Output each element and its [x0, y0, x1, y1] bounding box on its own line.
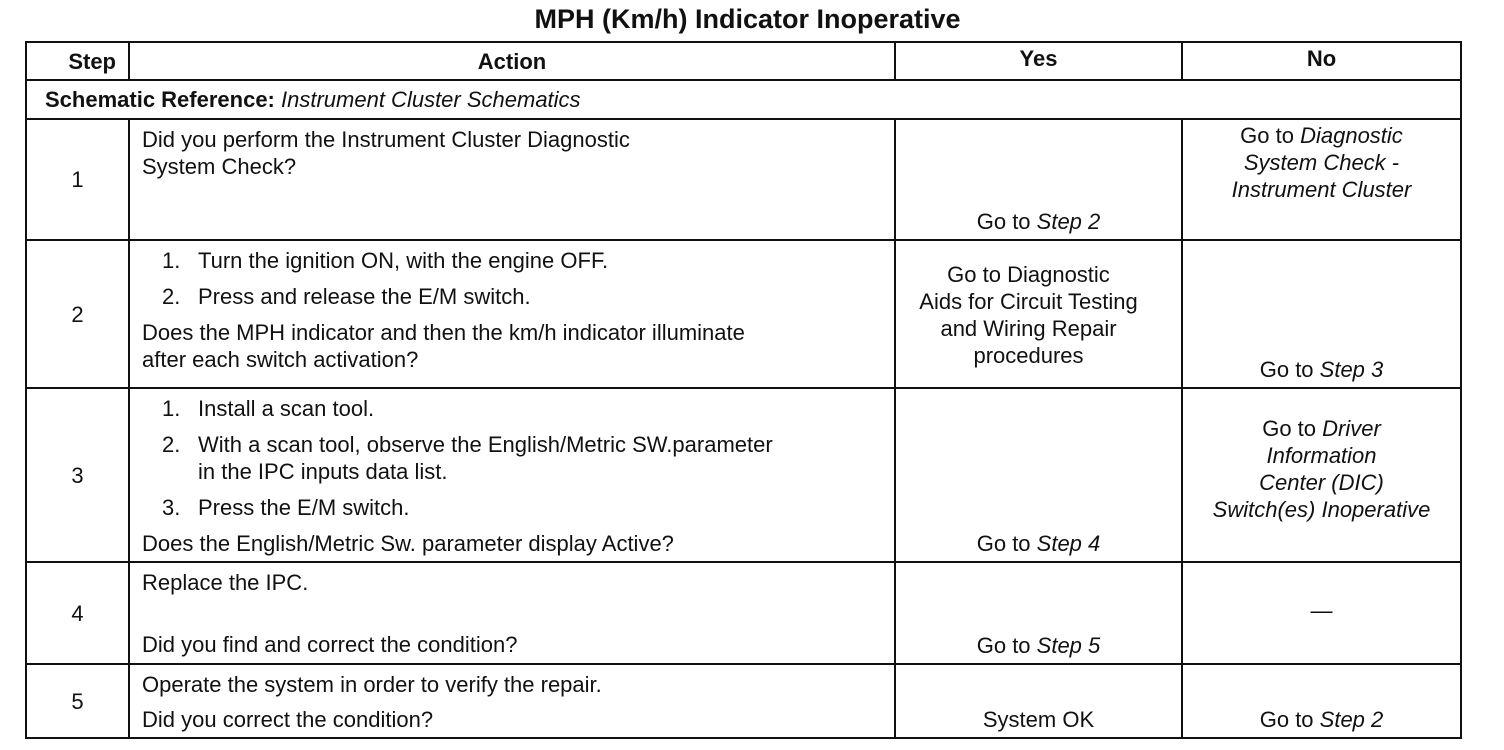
step-number: 5	[26, 664, 129, 738]
item-text: Install a scan tool.	[198, 396, 375, 421]
step-action	[129, 664, 895, 738]
yes-line: and Wiring Repair	[940, 316, 1117, 341]
step-action	[129, 388, 895, 562]
item-number: 2.	[162, 432, 181, 457]
no-step-link[interactable]: Step 3	[1319, 357, 1384, 382]
no-link[interactable]: Center (DIC)	[1259, 470, 1384, 495]
no-step-link[interactable]: Step 2	[1319, 707, 1384, 732]
no-link[interactable]: Information	[1266, 443, 1377, 468]
table-row	[26, 664, 1461, 738]
no-prefix: Go to	[1259, 707, 1320, 732]
header-no: No	[1182, 42, 1461, 80]
no-result	[1183, 706, 1460, 733]
yes-cell	[895, 562, 1182, 664]
no-result	[1183, 120, 1460, 203]
list-item	[162, 431, 884, 485]
yes-result	[896, 530, 1181, 557]
yes-step-link[interactable]: Step 5	[1036, 633, 1101, 658]
list-item	[162, 494, 884, 521]
schematic-link[interactable]: Instrument Cluster Schematics	[281, 87, 581, 112]
question-text: Does the English/Metric Sw. parameter display Active?	[142, 531, 674, 556]
no-prefix: Go to	[1259, 357, 1320, 382]
page-title: MPH (Km/h) Indicator Inoperative	[534, 4, 961, 34]
yes-result	[896, 241, 1181, 369]
yes-cell	[895, 240, 1182, 388]
no-cell	[1182, 664, 1461, 738]
item-number: 3.	[162, 495, 181, 520]
step-number: 1	[26, 119, 129, 240]
header-step: Step	[26, 42, 129, 80]
yes-result: System OK	[982, 707, 1095, 732]
question-text: Did you find and correct the condition?	[142, 632, 518, 657]
item-text-line: With a scan tool, observe the English/Metric SW.parameter	[198, 432, 773, 457]
yes-cell	[895, 388, 1182, 562]
yes-prefix: Go to	[976, 633, 1037, 658]
item-text: Press and release the E/M switch.	[198, 284, 531, 309]
action-text: System Check?	[142, 154, 297, 179]
item-number: 1.	[162, 396, 181, 421]
action-text: Did you perform the Instrument Cluster Diagnostic	[142, 127, 630, 152]
no-link[interactable]: Driver	[1322, 416, 1381, 441]
spacer	[142, 596, 884, 631]
list-item	[162, 247, 884, 274]
yes-cell	[895, 119, 1182, 240]
no-link[interactable]: Switch(es) Inoperative	[1212, 497, 1431, 522]
table-row	[26, 562, 1461, 664]
yes-result	[896, 208, 1181, 235]
no-cell	[1182, 388, 1461, 562]
header-action: Action	[129, 42, 895, 80]
list-item	[162, 283, 884, 310]
yes-result	[896, 632, 1181, 659]
action-text: Operate the system in order to verify the repair.	[142, 672, 602, 697]
no-cell	[1182, 240, 1461, 388]
yes-step-link[interactable]: Step 4	[1036, 531, 1101, 556]
question-text: after each switch activation?	[142, 347, 419, 372]
no-link[interactable]: Diagnostic	[1300, 123, 1403, 148]
yes-line: Go to Diagnostic	[947, 262, 1110, 287]
schematic-row	[26, 80, 1461, 119]
item-text	[198, 431, 773, 485]
no-result	[1183, 356, 1460, 383]
schematic-reference	[26, 80, 1461, 119]
table-row	[26, 119, 1461, 240]
step-action	[129, 562, 895, 664]
yes-cell	[895, 664, 1182, 738]
question-text: Did you correct the condition?	[142, 707, 434, 732]
item-number: 2.	[162, 284, 181, 309]
header-row	[26, 42, 1461, 80]
step-action	[129, 240, 895, 388]
no-link[interactable]: System Check -	[1243, 150, 1400, 175]
no-prefix: Go to	[1262, 416, 1323, 441]
item-text: Press the E/M switch.	[198, 495, 410, 520]
schematic-label: Schematic Reference:	[45, 87, 275, 112]
no-result	[1183, 389, 1460, 523]
item-text-line: in the IPC inputs data list.	[198, 459, 448, 484]
no-cell	[1182, 562, 1461, 664]
question-text: Does the MPH indicator and then the km/h indicator illuminate	[142, 320, 745, 345]
no-cell	[1182, 119, 1461, 240]
no-result: —	[1310, 597, 1333, 623]
no-prefix: Go to	[1240, 123, 1301, 148]
yes-prefix: Go to	[976, 209, 1037, 234]
step-number: 4	[26, 562, 129, 664]
yes-step-link[interactable]: Step 2	[1036, 209, 1101, 234]
no-link[interactable]: Instrument Cluster	[1231, 177, 1412, 202]
table-row	[26, 388, 1461, 562]
table-row	[26, 240, 1461, 388]
header-yes: Yes	[895, 42, 1182, 80]
diagnostic-table	[25, 41, 1462, 739]
step-action	[129, 119, 895, 240]
item-text: Turn the ignition ON, with the engine OFF.	[198, 248, 609, 273]
yes-line: procedures	[973, 343, 1084, 368]
item-number: 1.	[162, 248, 181, 273]
action-text: Replace the IPC.	[142, 570, 309, 595]
yes-prefix: Go to	[976, 531, 1037, 556]
step-number: 3	[26, 388, 129, 562]
step-number: 2	[26, 240, 129, 388]
yes-line: Aids for Circuit Testing	[919, 289, 1138, 314]
list-item	[162, 395, 884, 422]
